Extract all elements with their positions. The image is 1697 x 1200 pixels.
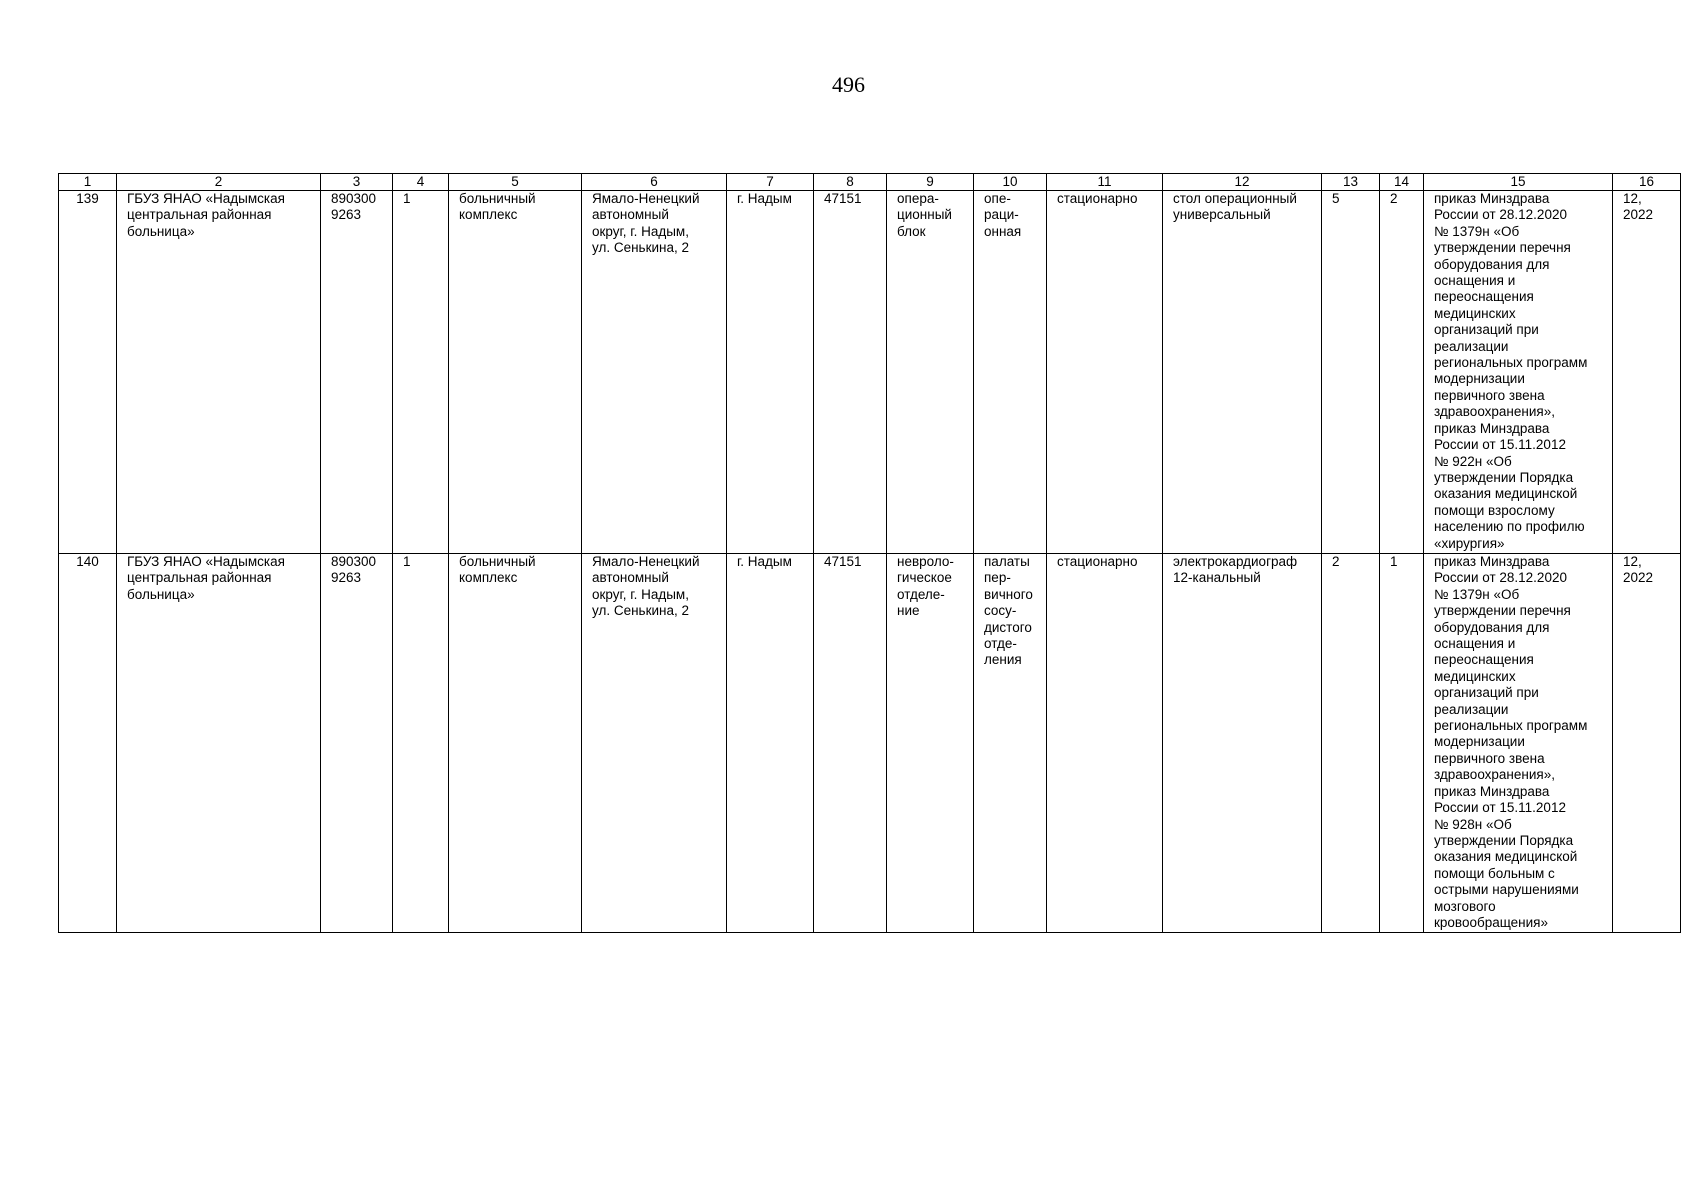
organization-name: ГБУЗ ЯНАО «Надымская центральная районная больница» xyxy=(117,191,321,554)
period: 12, 2022 xyxy=(1613,554,1681,933)
column-number: 15 xyxy=(1424,174,1613,191)
column-number: 11 xyxy=(1047,174,1163,191)
column-number: 4 xyxy=(393,174,449,191)
table-row xyxy=(59,191,1681,554)
legal-basis: приказ Минздрава России от 28.12.2020 № 1379н «Об утверждении перечня оборудования для оснащения и переоснащения медицинских организаций при реализации региональных программ модернизации первичного звена здравоохранения», приказ Минздрава России от 15.11.2012 № 922н «Об утверждении Порядка оказания медицинской помощи взрослому населению по профилю «хирургия» xyxy=(1424,191,1613,554)
city: г. Надым xyxy=(727,191,814,554)
address: Ямало-Ненецкий автономный округ, г. Надым, ул. Сенькина, 2 xyxy=(582,554,727,933)
equipment-name: стол операционный универсальный xyxy=(1163,191,1322,554)
department: невроло- гическое отделе- ние xyxy=(887,554,974,933)
table-row xyxy=(59,554,1681,933)
equipment-name: электрокардиограф 12-канальный xyxy=(1163,554,1322,933)
care-condition: стационарно xyxy=(1047,554,1163,933)
column-number: 9 xyxy=(887,174,974,191)
column-number: 12 xyxy=(1163,174,1322,191)
page-number: 496 xyxy=(832,72,865,97)
oktmo-code: 47151 xyxy=(814,554,887,933)
inn-code: 890300 9263 xyxy=(321,191,393,554)
building-type: больничный комплекс xyxy=(449,191,582,554)
equipment-table xyxy=(58,173,1681,933)
organization-name: ГБУЗ ЯНАО «Надымская центральная районная больница» xyxy=(117,554,321,933)
city: г. Надым xyxy=(727,554,814,933)
column-number: 1 xyxy=(59,174,117,191)
row-number: 140 xyxy=(59,554,117,933)
oktmo-code: 47151 xyxy=(814,191,887,554)
legal-basis: приказ Минздрава России от 28.12.2020 № 1379н «Об утверждении перечня оборудования для оснащения и переоснащения медицинских организаций при реализации региональных программ модернизации первичного звена здравоохранения», приказ Минздрава России от 15.11.2012 № 928н «Об утверждении Порядка оказания медицинской помощи больным с острыми нарушениями мозгового кровообращения» xyxy=(1424,554,1613,933)
address: Ямало-Ненецкий автономный округ, г. Надым, ул. Сенькина, 2 xyxy=(582,191,727,554)
building-count: 1 xyxy=(393,191,449,554)
column-number: 14 xyxy=(1380,174,1424,191)
column-number: 10 xyxy=(974,174,1047,191)
quantity-a: 5 xyxy=(1322,191,1380,554)
room: опе- раци- онная xyxy=(974,191,1047,554)
column-number-row xyxy=(59,174,1681,191)
quantity-a: 2 xyxy=(1322,554,1380,933)
room: палаты пер- вичного сосу- дистого отде- ления xyxy=(974,554,1047,933)
inn-code: 890300 9263 xyxy=(321,554,393,933)
period: 12, 2022 xyxy=(1613,191,1681,554)
column-number: 3 xyxy=(321,174,393,191)
column-number: 13 xyxy=(1322,174,1380,191)
column-number: 7 xyxy=(727,174,814,191)
building-type: больничный комплекс xyxy=(449,554,582,933)
column-number: 5 xyxy=(449,174,582,191)
column-number: 6 xyxy=(582,174,727,191)
column-number: 8 xyxy=(814,174,887,191)
quantity-b: 1 xyxy=(1380,554,1424,933)
column-number: 16 xyxy=(1613,174,1681,191)
column-number: 2 xyxy=(117,174,321,191)
department: опера- ционный блок xyxy=(887,191,974,554)
row-number: 139 xyxy=(59,191,117,554)
quantity-b: 2 xyxy=(1380,191,1424,554)
care-condition: стационарно xyxy=(1047,191,1163,554)
building-count: 1 xyxy=(393,554,449,933)
